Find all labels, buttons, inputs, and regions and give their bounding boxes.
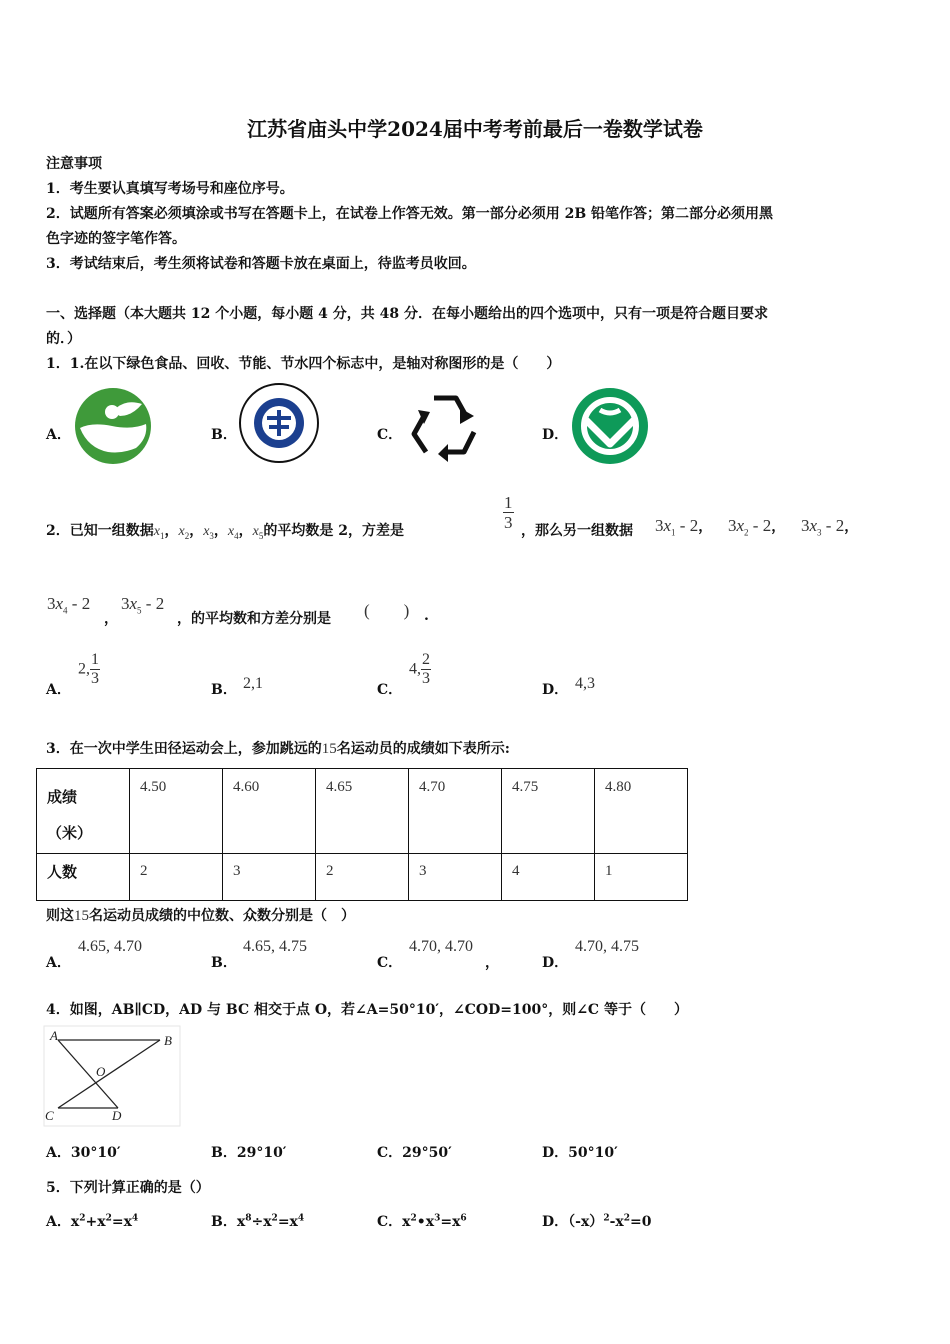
energy-saving-logo-icon (570, 386, 650, 466)
q2-variance-fraction: $\frac{1}{3}$ (504, 493, 513, 532)
section-heading-line1: 一、选择题（本大题共 12 个小题，每小题 4 分，共 48 分．在每小题给出的四个选项中，只有一项是符合题目要求 (46, 306, 768, 322)
q2-option-d-value: 4,3 (575, 675, 595, 692)
q2-x2: $x_2$ (178, 524, 190, 541)
q1-stem: 1．1.在以下绿色食品、回收、节能、节水四个标志中，是轴对称图形的是（ ） (46, 356, 561, 372)
row-header-count: 人数 (37, 854, 130, 901)
q2-x4: $x_4$ (227, 524, 239, 541)
q2-option-b-value: 2,1 (243, 675, 263, 692)
table-cell: 4.75 (502, 769, 595, 854)
q3-option-d-label: D． (542, 955, 569, 971)
table-cell: 4.60 (223, 769, 316, 854)
notice-item-3: 3．考试结束后，考生须将试卷和答题卡放在桌面上，待监考员收回。 (46, 256, 476, 272)
point-label-d: D (112, 1108, 122, 1123)
q2-stem-pre: 2．已知一组数据$x_1$，$x_2$，$x_3$，$x_4$，$x_5$的平均数是 2，方差是 (46, 523, 404, 541)
table-cell: 2 (316, 854, 409, 901)
q3-option-a-value: 4.65, 4.70 (78, 938, 142, 955)
q2-option-a-label: A． (46, 682, 71, 698)
q2-expr-5: $3x_5 - 2$ (121, 594, 165, 616)
q2-x5: $x_5$ (252, 524, 264, 541)
q3-option-c-label: C． (377, 955, 403, 971)
q2-expr-1: $3x_1 - 2$， (655, 516, 713, 538)
table-cell: 4.70 (409, 769, 502, 854)
q3-option-b-label: B． (211, 955, 237, 971)
q2-option-c-label: C． (377, 682, 403, 698)
q2-expr-2: $3x_2 - 2$， (728, 516, 786, 538)
water-saving-logo-icon (238, 382, 320, 464)
q2-option-c-value: 4, $\frac{2}{3}$ (409, 651, 430, 687)
q5-stem: 5．下列计算正确的是（） (46, 1180, 210, 1196)
table-cell: 3 (223, 854, 316, 901)
notice-heading: 注意事项 (46, 156, 102, 172)
q4-option-c: C．29°50′ (377, 1145, 452, 1161)
point-label-o: O (96, 1064, 106, 1079)
table-cell: 4.50 (130, 769, 223, 854)
q2-option-a-value: 2, $\frac{1}{3}$ (78, 651, 99, 687)
q2-paren: ( ) (364, 601, 410, 620)
q2-x3: $x_3$ (203, 524, 214, 541)
q2-stem-after: ，那么另一组数据 (521, 523, 633, 539)
row-header-score: 成绩 （米） (37, 769, 130, 854)
q3-option-c-value: 4.70, 4.70 (409, 938, 473, 955)
q1-option-d-label: D． (542, 427, 569, 443)
q4-stem: 4．如图，AB∥CD，AD 与 BC 相交于点 O，若∠A=50°10′，∠COD=100°，则∠C 等于（ ） (46, 1002, 688, 1018)
notice-item-1: 1．考生要认真填写考场号和座位序号。 (46, 181, 294, 197)
point-label-a: A (50, 1028, 58, 1043)
q4-option-a: A．30°10′ (46, 1145, 121, 1161)
point-label-c: C (45, 1108, 54, 1123)
notice-item-2b: 色字迹的签字笔作答。 (46, 231, 186, 247)
table-cell: 4.80 (595, 769, 688, 854)
q2-expr-4: $3x_4 - 2$ (47, 594, 91, 616)
q3-option-b-value: 4.65, 4.75 (243, 938, 307, 955)
table-cell: 4.65 (316, 769, 409, 854)
q2-option-b-label: B． (211, 682, 237, 698)
table-row (37, 769, 688, 854)
scores-table (36, 768, 688, 901)
table-cell: 1 (595, 854, 688, 901)
page-title: 江苏省庙头中学2024届中考考前最后一卷数学试卷 (247, 117, 703, 141)
q2-expr-3: $3x_3 - 2$， (801, 516, 859, 538)
table-cell: 4 (502, 854, 595, 901)
table-row (37, 854, 688, 901)
table-cell: 3 (409, 854, 502, 901)
q5-option-b: B．$x^8\div x^2=x^4$ (211, 1213, 305, 1230)
q5-option-d: D．$(-x)^2-x^2=0$ (542, 1213, 652, 1230)
green-food-logo-icon (72, 386, 154, 466)
q4-geometry-figure (44, 1026, 180, 1126)
q5-option-a: A．$x^2+x^2=x^4$ (46, 1213, 139, 1230)
point-label-b: B (164, 1033, 172, 1048)
q5-option-c: C．$x^2•x^3=x^6$ (377, 1213, 467, 1230)
q2-stem-end: ，的平均数和方差分别是 (177, 611, 331, 627)
q2-dot: . (424, 608, 429, 624)
q4-option-b: B．29°10′ (211, 1145, 287, 1161)
table-cell: 2 (130, 854, 223, 901)
q3-stem: 3．在一次中学生田径运动会上，参加跳远的15名运动员的成绩如下表所示: (46, 741, 510, 757)
q2-x1: $x_1$ (153, 524, 165, 541)
q3-option-c-comma: ， (485, 955, 499, 971)
q2-option-d-label: D． (542, 682, 569, 698)
q3-option-a-label: A． (46, 955, 71, 971)
q1-option-a-label: A． (46, 427, 71, 443)
recycle-logo-icon (404, 390, 486, 464)
q2-sep-4: ， (104, 611, 118, 627)
notice-item-2a: 2．试题所有答案必须填涂或书写在答题卡上，在试卷上作答无效。第一部分必须用 2B 铅笔作答；第二部分必须用黑 (46, 206, 774, 222)
section-heading-line2: 的．） (46, 331, 81, 347)
q1-option-c-label: C． (377, 427, 403, 443)
q4-option-d: D．50°10′ (542, 1145, 618, 1161)
q3-question: 则这15名运动员成绩的中位数、众数分别是（ ） (46, 908, 355, 924)
q3-option-d-value: 4.70, 4.75 (575, 938, 639, 955)
q1-option-b-label: B． (211, 427, 237, 443)
